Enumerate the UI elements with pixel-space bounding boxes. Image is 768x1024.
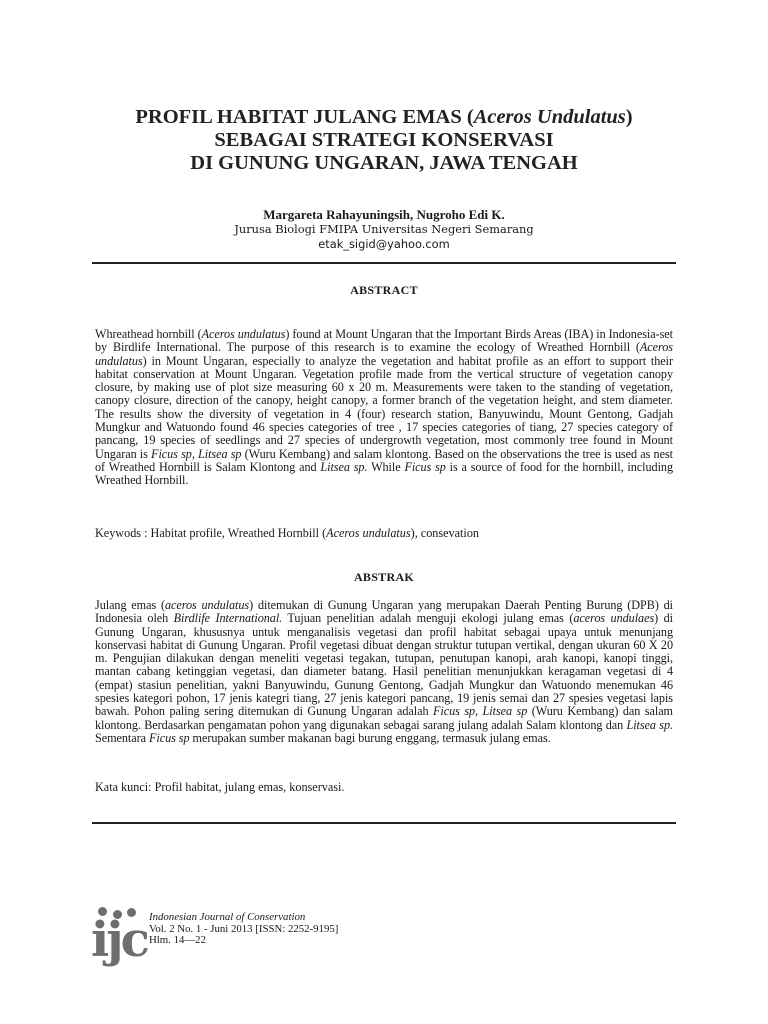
abstrak-italic-5: Litsea sp. — [626, 717, 673, 732]
abstract-heading: ABSTRACT — [350, 283, 418, 297]
affiliation: Jurusa Biologi FMIPA Universitas Negeri Semarang — [234, 222, 534, 236]
abstrak-text-6: Sementara — [95, 730, 149, 745]
abstract-paragraph — [95, 328, 673, 488]
journal-logo — [91, 906, 147, 970]
keywords-english — [95, 526, 479, 541]
abstract-text-3: ) in Mount Ungaran, especially to analyze the vegetation and habitat profile as an effort to support their habitat conservation at Mount Ungaran. Vegetation profile made from the vertical structure of vegetation canopy closure, by making use of plot size measuring 60 x 20 m. Measurements were taken to the standing of vegetation, canopy closure, direction of the canopy, height canopy, a former branch of the vegetation height, and stem diameter. The results show the diversity of vegetation in 4 (four) research station, Banyuwindu, Mount Gentong, Gadjah Mungkur and Watuondo found 46 species categories of tree , 17 species categories of tiang, 27 species category of pancang, 19 species of seedlings and 27 species of undergrowth vegetation, most commonly tree found in Mount Ungaran is — [95, 353, 673, 461]
abstrak-text-1: Julang emas ( — [95, 598, 165, 612]
bottom-divider — [92, 822, 676, 824]
abstrak-text-2: ) ditemukan di Gunung Ungaran yang merupakan Daerah Penting Burung (DPB) di Indonesia oleh — [95, 598, 673, 626]
abstract-text-1: Whreathead hornbill ( — [95, 327, 202, 341]
title-line-1-suffix: ) — [625, 106, 633, 128]
keywords-english-suffix: ), consevation — [410, 526, 480, 540]
top-divider — [92, 262, 676, 264]
paper-title — [60, 106, 708, 175]
abstrak-text-3: Tujuan penelitian adalah menguji ekologi julang emas ( — [282, 611, 574, 626]
logo-text: ijc — [91, 912, 147, 968]
keywords-indonesian: Kata kunci: Profil habitat, julang emas, konservasi. — [95, 780, 345, 794]
abstract-text-6: is a source of food for the hornbill, including Wreathed Hornbill. — [95, 459, 674, 488]
title-line-3: DI GUNUNG UNGARAN, JAWA TENGAH — [190, 152, 578, 174]
journal-info — [149, 912, 338, 947]
abstrak-heading: ABSTRAK — [353, 570, 415, 584]
abstract-italic-2: Aceros undulatus — [95, 340, 673, 368]
keywords-english-italic: Aceros undulatus — [326, 526, 411, 540]
abstrak-italic-4: Ficus sp, Litsea sp — [433, 704, 528, 719]
title-line-2: SEBAGAI STRATEGI KONSERVASI — [214, 129, 554, 151]
abstrak-text-4: ) di Gunung Ungaran, khususnya untuk menganalisis vegetasi dan profil habitat sebagai upaya untuk menunjang konservasi habitat di Gunung Ungaran. Profil vegetasi dibuat dengan struktur tutupan vertikal, dengan ukuran 60 X 20 m. Pengujian dilakukan dengan meneliti vegetasi tegakan, tutupan, penutupan kanopi, arah kanopi, kanopi tinggi, mantan cabang ketinggian vegetasi, dan diameter batang. Hasil penelitian menunjukkan keragaman vegetasi di 4 (empat) stasiun penelitian, yakni Banyuwindu, Gunung Gentong, Gadjah Mungkur dan Watuondo menemukan 46 spesies kategori pohon, 17 jenis kategri tiang, 27 jenis kategori pancang, 19 jenis semai dan 27 spesies vegetasi lapis bawah. Pohon paling sering ditemukan di Gunung Ungaran adalah — [95, 611, 673, 719]
abstrak-italic-3: aceros undulaes — [573, 611, 655, 626]
abstrak-italic-6: Ficus sp — [148, 730, 190, 745]
journal-pages: Hlm. 14—22 — [149, 934, 206, 947]
abstrak-italic-2: Birdlife International. — [173, 611, 283, 626]
authors: Margareta Rahayuningsih, Nugroho Edi K. — [263, 207, 505, 222]
abstract-italic-5: Ficus sp — [404, 459, 446, 474]
abstract-italic-4: Litsea sp. — [320, 459, 368, 474]
journal-volume: Vol. 2 No. 1 - Juni 2013 [ISSN: 2252-9195] — [149, 922, 339, 935]
abstrak-paragraph — [95, 599, 673, 745]
abstrak-italic-1: aceros undulatus — [164, 598, 250, 612]
abstract-text-5: While — [367, 459, 405, 474]
abstrak-text-5: (Wuru Kembang) dan salam klontong. Berdasarkan pengamatan pohon yang digunakan sebagai sarang julang adalah Salam klontong dan — [95, 704, 673, 732]
abstract-italic-3: Ficus sp, Litsea sp — [151, 446, 242, 461]
title-species-name: Aceros Undulatus — [473, 106, 626, 128]
abstract-italic-1: Aceros undulatus — [201, 327, 286, 341]
abstract-text-4: (Wuru Kembang) and salam klontong. Based on the observations the tree is used as nest of Wreathed Hornbill is Salam Klontong and — [95, 446, 673, 474]
title-line-1 — [60, 106, 708, 129]
author-email: etak_sigid@yahoo.com — [318, 237, 450, 251]
title-line-1-prefix: PROFIL HABITAT JULANG EMAS ( — [135, 106, 474, 128]
keywords-english-prefix: Keywods : Habitat profile, Wreathed Hornbill ( — [95, 526, 327, 540]
abstract-text-2: ) found at Mount Ungaran that the Important Birds Areas (IBA) in Indonesia-set by Birdlife International. The purpose of this research is to examine the ecology of Wreathed Hornbill ( — [95, 327, 673, 355]
journal-name: Indonesian Journal of Conservation — [149, 911, 306, 923]
abstrak-text-7: merupakan sumber makanan bagi burung enggang, termasuk julang emas. — [189, 730, 551, 745]
